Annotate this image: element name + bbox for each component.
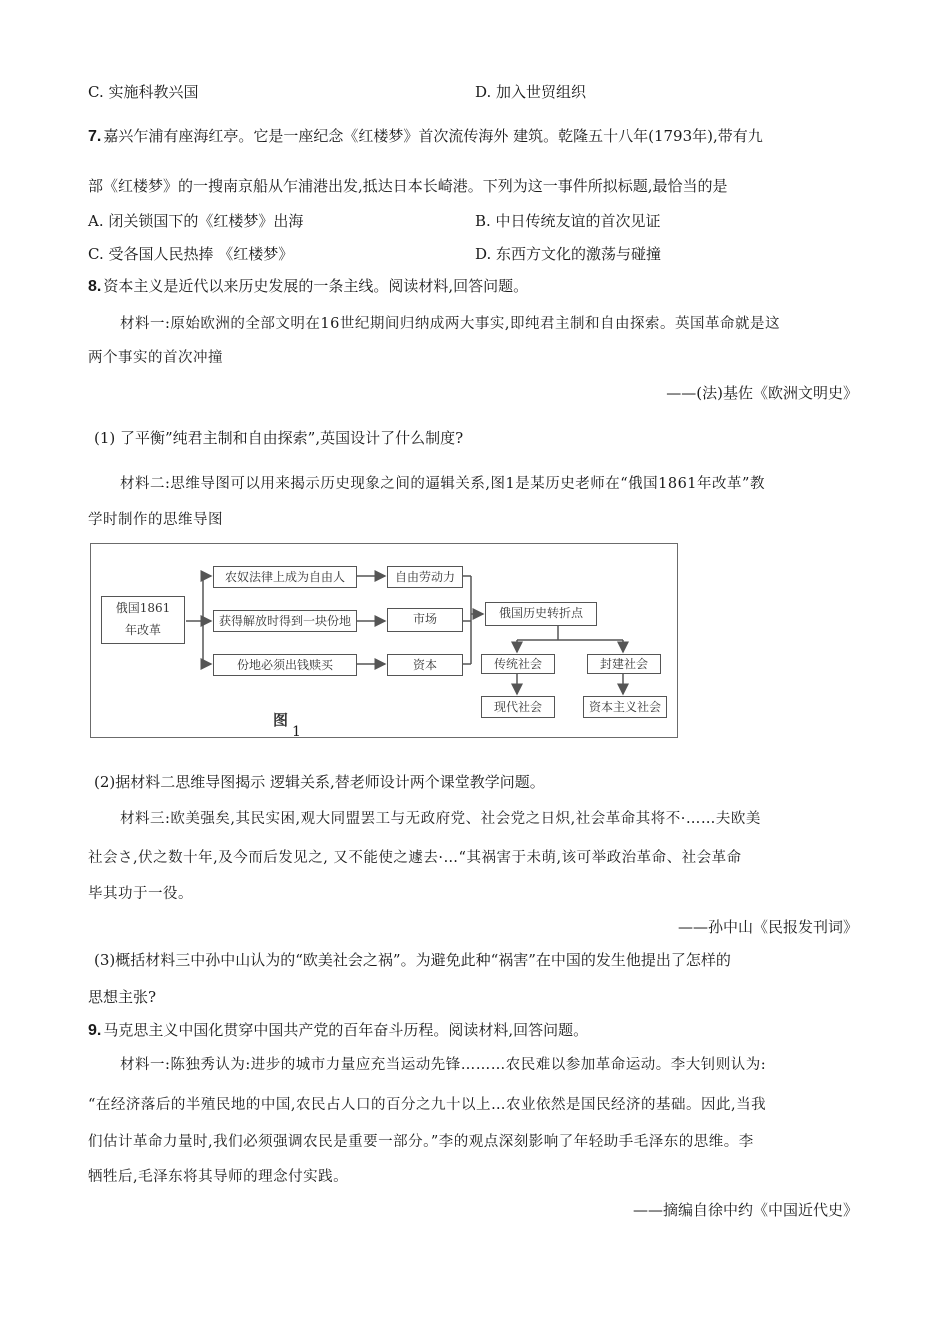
mind-map-capitalist-society: 资本主义社会 — [583, 696, 667, 718]
q6-option-c: C. 实施科教兴国 — [88, 83, 199, 101]
mind-map-figure — [90, 543, 678, 738]
q8-question3-line1: (3)概括材料三中孙中山认为的“欧美社会之祸”。为避免此种“祸害”在中国的发生他提出了怎样的 — [94, 951, 731, 969]
mind-map-mid-1: 农奴法律上成为自由人 — [213, 566, 357, 588]
q8-question2: (2)据材料二思维导图揭示 逻辑关系,替老师设计两个课堂教学问题。 — [94, 773, 545, 791]
q7-option-a: A. 闭关锁国下的《红楼梦》出海 — [88, 212, 304, 230]
mind-map-right-3: 资本 — [387, 654, 463, 676]
q8-material3-line2: 社会さ,伏之数十年,及今而后发见之, 又不能使之遽去·…“其祸害于未萌,该可举政治革命、社会革命 — [88, 850, 742, 866]
q8-material3-line3: 毕其功于一役。 — [88, 886, 193, 902]
figure-label-number: 1 — [292, 724, 301, 740]
mind-map-turning-point: 俄国历史转折点 — [485, 602, 597, 626]
q9-material1-line3: 们估计革命力量时,我们必须强调农民是重要一部分。”李的观点深刻影响了年轻助手毛泽东的思维。李 — [88, 1134, 754, 1150]
q9-material1-source: ——摘编自徐中约《中国近代史》 — [632, 1201, 858, 1219]
q9-stem: 9. 马克思主义中国化贯穿中国共产党的百年奋斗历程。阅读材料,回答问题。 — [88, 1021, 589, 1039]
mind-map-traditional-society: 传统社会 — [481, 654, 555, 674]
q7-stem-line2: 部《红楼梦》的一搜南京船从乍浦港出发,抵达日本长崎港。下列为这一事件所拟标题,最恰当的是 — [88, 177, 728, 195]
q7-option-b: B. 中日传统友谊的首次见证 — [475, 212, 661, 230]
mind-map-mid-3: 份地必须出钱赎买 — [213, 654, 357, 676]
q8-material2-line1: 材料二:思维导图可以用来揭示历史现象之间的逼辑关系,图1是某历史老师在“俄国1861年改革”教 — [120, 476, 765, 492]
mind-map-right-1: 自由劳动力 — [387, 566, 463, 588]
q8-material1-line1: 材料一:原始欧洲的全部文明在16世纪期间归纳成两大事实,即纯君主制和自由探索。英国革命就是这 — [120, 316, 780, 332]
q8-material3-line1: 材料三:欧美强矣,其民实困,观大同盟罢工与无政府党、社会党之日炽,社会革命其将不·……夫欧美 — [120, 811, 761, 827]
q8-stem: 8. 资本主义是近代以来历史发展的一条主线。阅读材料,回答问题。 — [88, 277, 529, 295]
q9-material1-line2: “在经济落后的半殖民地的中国,农民占人口的百分之九十以上…农业依然是国民经济的基础。因此,当我 — [88, 1097, 767, 1113]
figure-label: 图 — [273, 711, 289, 729]
mind-map-modern-society: 现代社会 — [481, 696, 555, 718]
q7-option-d: D. 东西方文化的激荡与碰撞 — [475, 245, 662, 263]
q7-stem-line1: 7. 嘉兴乍浦有座海红亭。它是一座纪念《红楼梦》首次流传海外 建筑。乾隆五十八年(1793年),带有九 — [88, 127, 763, 145]
q7-option-c: C. 受各国人民热捧 《红楼梦》 — [88, 245, 294, 263]
q9-number: 9. — [88, 1022, 102, 1039]
q9-material1-line4: 牺牲后,毛泽东将其导师的理念付实践。 — [88, 1169, 349, 1185]
q8-number: 8. — [88, 278, 102, 295]
q8-material1-line2: 两个事实的首次冲撞 — [88, 350, 223, 366]
q6-option-d: D. 加入世贸组织 — [475, 83, 587, 101]
q8-question1: (1) 了平衡”纯君主制和自由探索”,英国设计了什么制度? — [94, 429, 464, 447]
mind-map-root: 俄国1861 年改革 — [101, 596, 185, 644]
q7-number: 7. — [88, 128, 102, 145]
mind-map-feudal-society: 封建社会 — [587, 654, 661, 674]
mind-map-right-2: 市场 — [387, 608, 463, 632]
q8-material3-source: ——孙中山《民报发刊词》 — [677, 918, 858, 936]
mind-map-mid-2: 获得解放时得到一块份地 — [213, 610, 357, 632]
q9-material1-line1: 材料一:陈独秀认为:进步的城市力量应充当运动先锋………农民难以参加革命运动。李大钊则认为: — [120, 1057, 767, 1073]
q8-material2-line2: 学时制作的思维导图 — [88, 512, 223, 528]
q8-question3-line2: 思想主张? — [88, 988, 157, 1006]
q8-material1-source: ——(法)基佐《欧洲文明史》 — [666, 384, 858, 402]
